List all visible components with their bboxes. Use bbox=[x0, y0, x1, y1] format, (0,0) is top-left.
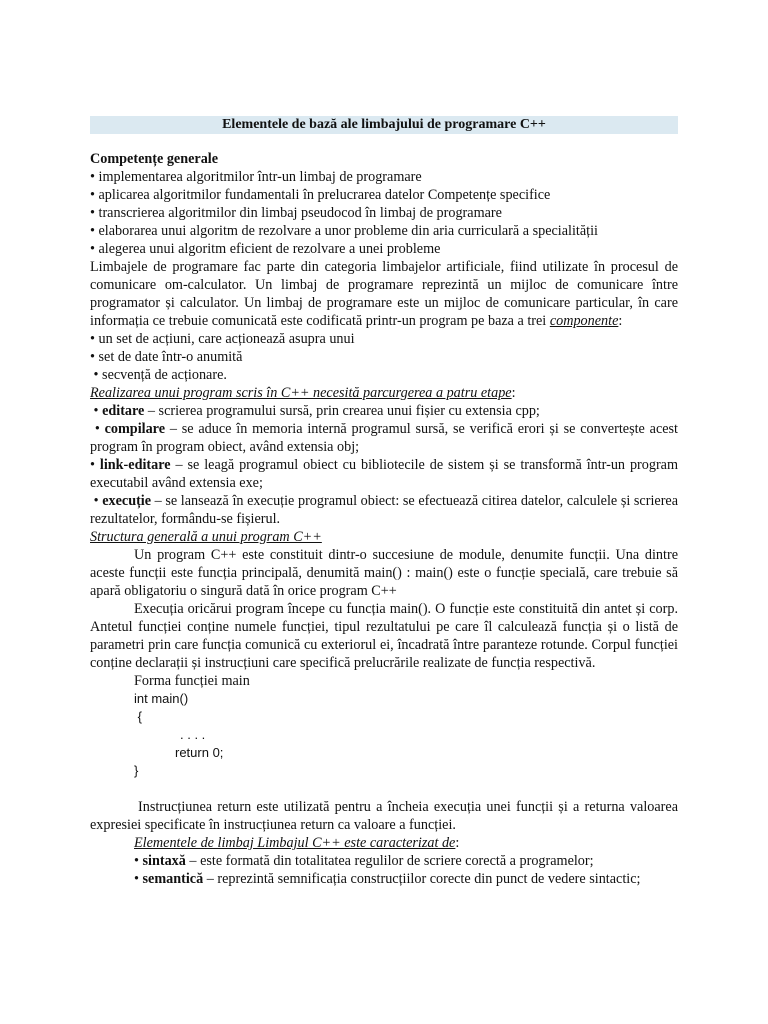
code-line: . . . . bbox=[180, 727, 206, 742]
etapa-item: • execuție – se lansează în execuție programul obiect: se efectuează citirea datelor, calculele și scrierea rezultatelor, formându-se fișierul. bbox=[90, 493, 679, 527]
competente-item: • elaborarea unui algoritm de rezolvare a unor probleme din aria curriculară a specialității bbox=[90, 223, 598, 239]
competente-item: • aplicarea algoritmilor fundamentali în prelucrarea datelor Competențe specifice bbox=[90, 187, 551, 203]
etapa-item: • link-editare – se leagă programul obiect cu bibliotecile de sistem și se transformă într-un program executabil având extensia exe; bbox=[90, 457, 679, 491]
competente-item: • alegerea unui algoritm eficient de rezolvare a unei probleme bbox=[90, 241, 441, 257]
etapa-item: • editare – scrierea programului sursă, prin crearea unui fișier cu extensia cpp; bbox=[90, 403, 540, 419]
componente-item: • set de date într-o anumită bbox=[90, 349, 243, 365]
code-line: int main() bbox=[134, 691, 189, 706]
return-paragraph: Instrucțiunea return este utilizată pentru a încheia execuția unei funcții și a returna valoarea expresiei specificate în instrucțiunea return ca valoare a funcției. bbox=[90, 799, 678, 833]
document-title: Elementele de bază ale limbajului de programare C++ bbox=[90, 116, 678, 134]
competente-item: • implementarea algoritmilor într-un limbaj de programare bbox=[90, 169, 422, 185]
structura-paragraph-2: Execuția oricărui program începe cu funcția main(). O funcție este constituită din antet și corp. Antetul funcției conține numele funcției, tipul rezultatului pe care îl calculează funcția și o listă de parametri prin care funcția comunică cu exteriorul ei, încadrată între paranteze rotunde. Corpul funcției conține declarații și instrucțiuni care specifică prelucrările realizate de funcția respectivă. bbox=[90, 601, 678, 671]
etapa-item: • compilare – se aduce în memoria internă programul sursă, se verifică erori și se convertește acest program în program obiect, având extensia obj; bbox=[90, 421, 678, 455]
document-body bbox=[90, 150, 678, 888]
competente-item: • transcrierea algoritmilor din limbaj pseudocod în limbaj de programare bbox=[90, 205, 502, 221]
code-line: return 0; bbox=[175, 745, 224, 760]
etape-heading: Realizarea unui program scris în C++ necesită parcurgerea a patru etape: bbox=[90, 385, 516, 401]
structura-heading: Structura generală a unui program C++ bbox=[90, 529, 322, 545]
elemente-item: • sintaxă – este formată din totalitatea regulilor de scriere corectă a programelor; bbox=[134, 853, 594, 869]
componente-item: • un set de acțiuni, care acționează asupra unui bbox=[90, 331, 355, 347]
componente-item: • secvență de acționare. bbox=[90, 367, 227, 383]
section-heading-competente: Competențe generale bbox=[90, 151, 219, 167]
code-line: { bbox=[134, 709, 142, 724]
forma-label: Forma funcției main bbox=[134, 673, 250, 689]
spacer bbox=[90, 780, 678, 798]
componente-label: componente bbox=[549, 313, 619, 329]
structura-paragraph-1: Un program C++ este constituit dintr-o succesiune de module, denumite funcții. Una dintre aceste funcții este funcția principală, denumită main() : main() este o funcție specială, care trebuie să apară obligatoriu o singură dată în orice program C++ bbox=[90, 547, 678, 599]
elemente-heading: Elementele de limbaj Limbajul C++ este caracterizat de: bbox=[134, 835, 460, 851]
code-block bbox=[90, 690, 678, 780]
elemente-item: • semantică – reprezintă semnificația construcțiilor corecte din punct de vedere sintactic; bbox=[134, 871, 641, 887]
code-line: } bbox=[134, 763, 139, 778]
intro-paragraph: Limbajele de programare fac parte din categoria limbajelor artificiale, fiind utilizate în procesul de comunicare om-calculator. Un limbaj de programare reprezintă un mijloc de comunicare între programator și calculator. Un limbaj de programare este un mijloc de comunicare particular, în care informația ce trebuie comunicată este codificată printr-un program pe baza a trei componente: bbox=[90, 259, 678, 329]
